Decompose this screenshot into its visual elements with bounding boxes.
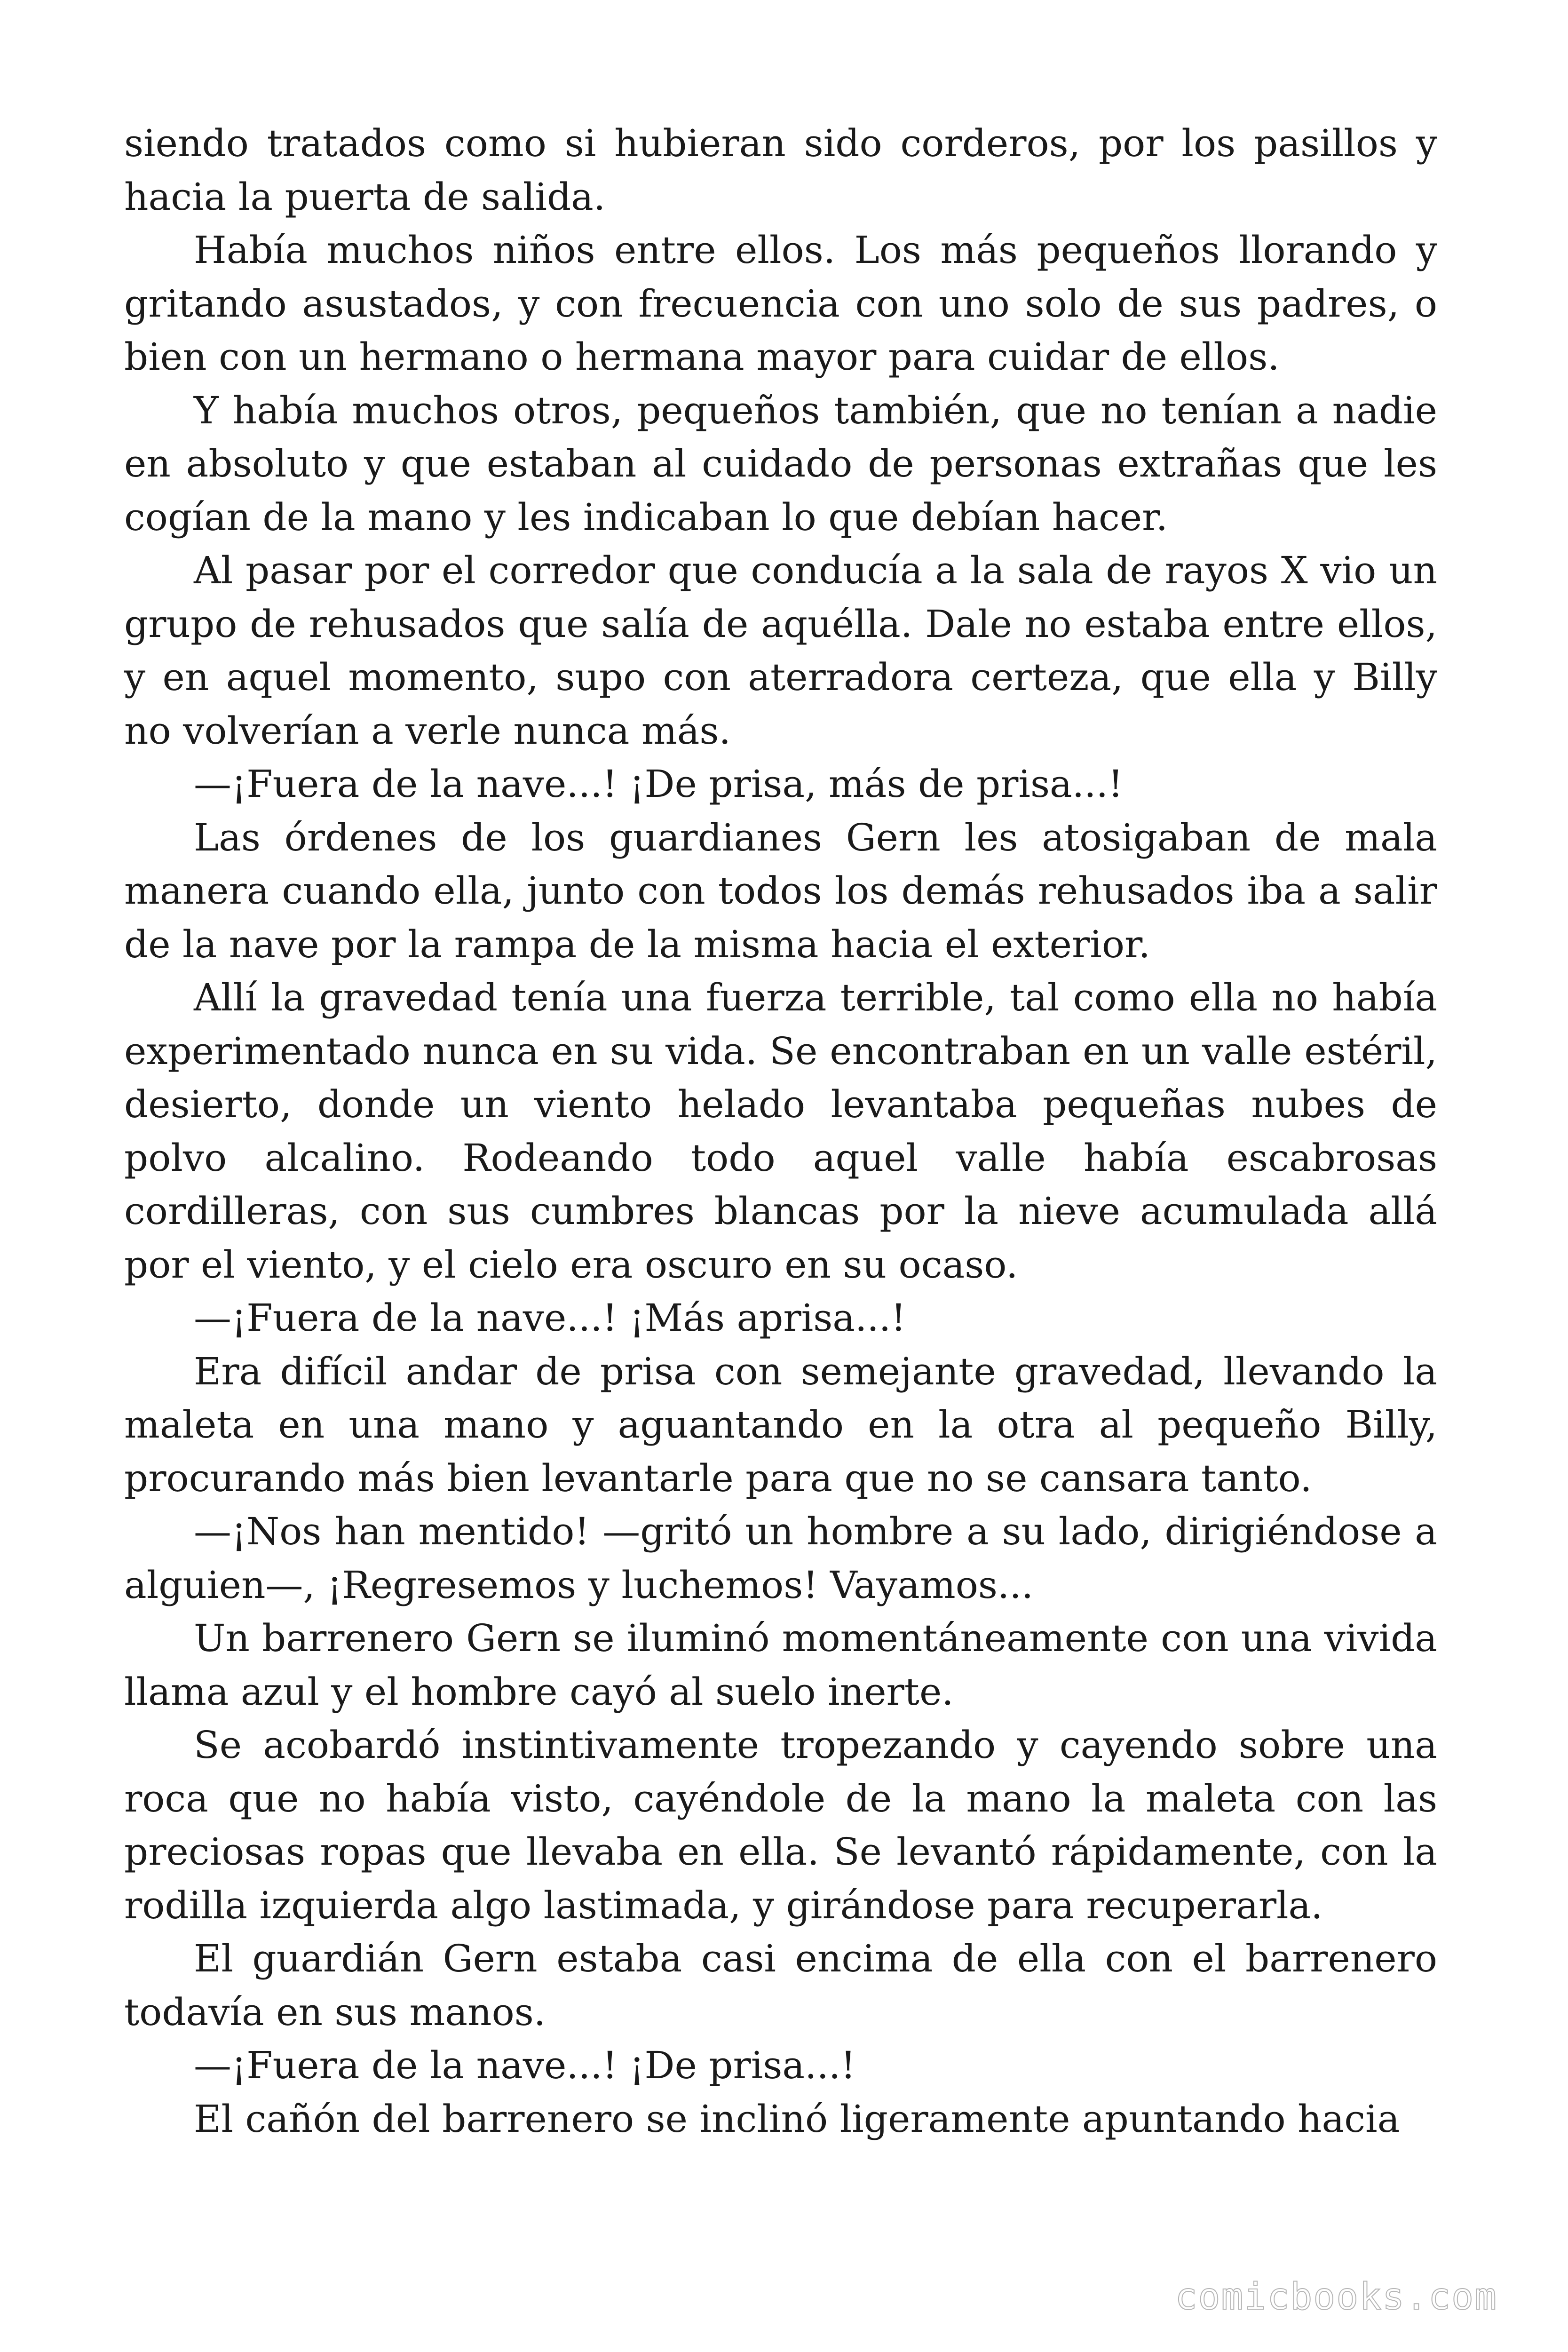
paragraph: El cañón del barrenero se inclinó ligeramente apuntando hacia [194, 2097, 1400, 2141]
paragraph: —¡Nos han mentido! —gritó un hombre a su lado, dirigiéndose a alguien—, ¡Regresemos y luchemos! Vayamos... [124, 1510, 1437, 1607]
paragraph: Al pasar por el corredor que conducía a la sala de rayos X vio un grupo de rehusados que salía de aquélla. Dale no estaba entre ellos, y en aquel momento, supo con aterradora certeza, que ella y Billy no volverían a verle nunca más. [124, 548, 1437, 753]
paragraph: Se acobardó instintivamente tropezando y cayendo sobre una roca que no había visto, cayéndole de la mano la maleta con las preciosas ropas que llevaba en ella. Se levantó rápidamente, con la rodilla izquierda algo lastimada, y girándose para recuperarla. [124, 1723, 1437, 1927]
paragraph: Y había muchos otros, pequeños también, que no tenían a nadie en absoluto y que estaban al cuidado de personas extrañas que les cogían de la mano y les indicaban lo que debían hacer. [124, 388, 1437, 539]
paragraph: —¡Fuera de la nave...! ¡De prisa...! [194, 2043, 856, 2087]
paragraph: Era difícil andar de prisa con semejante gravedad, llevando la maleta en una mano y aguantando en la otra al pequeño Billy, procurando más bien levantarle para que no se cansara tanto. [124, 1349, 1437, 1500]
paragraph: Había muchos niños entre ellos. Los más pequeños llorando y gritando asustados, y con frecuencia con uno solo de sus padres, o bien con un hermano o hermana mayor para cuidar de ellos. [124, 228, 1437, 379]
paragraph: Las órdenes de los guardianes Gern les atosigaban de mala manera cuando ella, junto con todos los demás rehusados iba a salir de la nave por la rampa de la misma hacia el exterior. [124, 815, 1437, 966]
paragraph: Allí la gravedad tenía una fuerza terrible, tal como ella no había experimentado nunca en su vida. Se encontraban en un valle estéril, desierto, donde un viento helado levantaba pequeñas nubes de polvo alcalino. Rodeando todo aquel valle había escabrosas cordilleras, con sus cumbres blancas por la nieve acumulada allá por el viento, y el cielo era oscuro en su ocaso. [124, 976, 1437, 1287]
paragraph: El guardián Gern estaba casi encima de ella con el barrenero todavía en sus manos. [124, 1937, 1437, 2034]
paragraph: Un barrenero Gern se iluminó momentáneamente con una vivida llama azul y el hombre cayó al suelo inerte. [124, 1616, 1437, 1714]
paragraph: —¡Fuera de la nave...! ¡De prisa, más de prisa...! [194, 762, 1124, 806]
watermark: comicbooks.com [1175, 2276, 1497, 2318]
paragraph: siendo tratados como si hubieran sido corderos, por los pasillos y hacia la puerta de salida. [124, 121, 1437, 219]
body-text [124, 117, 1437, 2145]
paragraph: —¡Fuera de la nave...! ¡Más aprisa...! [194, 1296, 906, 1340]
